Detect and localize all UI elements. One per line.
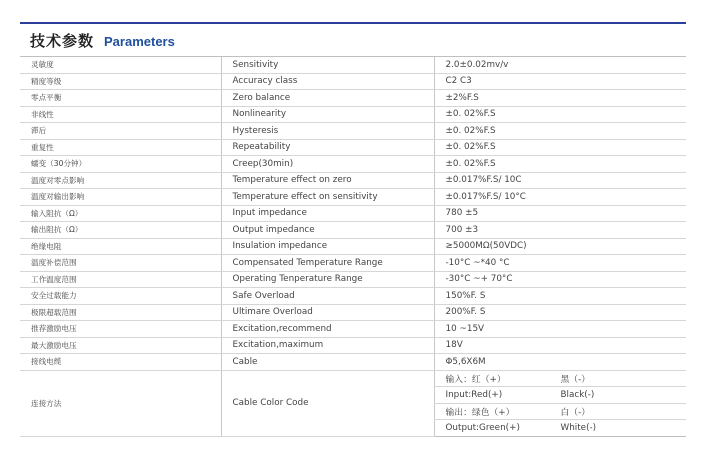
param-name-en: Insulation impedance [221, 238, 434, 255]
param-name-cn: 安全过载能力 [20, 288, 221, 305]
param-value: 2.0±0.02mv/v [434, 57, 686, 73]
parameters-table-body [20, 57, 686, 436]
param-value: ±0. 02%F.S [434, 106, 686, 123]
table-row [20, 271, 686, 288]
param-name-en: Compensated Temperature Range [221, 255, 434, 272]
table-row [20, 57, 686, 73]
cable-color-value [434, 370, 686, 387]
param-value: 200%F. S [434, 304, 686, 321]
table-row [20, 106, 686, 123]
param-name-en: Repeatability [221, 139, 434, 156]
section-title [30, 30, 175, 52]
param-name-cn: 精度等级 [20, 73, 221, 90]
param-name-cn: 零点平衡 [20, 90, 221, 107]
param-name-en: Creep(30min) [221, 156, 434, 173]
table-row [20, 172, 686, 189]
param-name-en: Hysteresis [221, 123, 434, 140]
title-chinese: 技术参数 [30, 32, 95, 50]
wire-positive: Input:Red(+) [445, 389, 503, 400]
cable-color-row [20, 370, 686, 387]
cable-color-value [434, 420, 686, 437]
cable-color-value [434, 387, 686, 404]
wire-positive: 输入：红（+） [445, 374, 506, 385]
table-row [20, 255, 686, 272]
table-row [20, 288, 686, 305]
param-name-cn: 输出阻抗（Ω） [20, 222, 221, 239]
table-row [20, 222, 686, 239]
cable-color-label-cn: 连接方法 [20, 370, 221, 436]
param-name-en: Input impedance [221, 205, 434, 222]
param-name-cn: 滞后 [20, 123, 221, 140]
param-value: 150%F. S [434, 288, 686, 305]
param-value: -10°C ~*40 °C [434, 255, 686, 272]
param-name-en: Excitation,recommend [221, 321, 434, 338]
param-value: 700 ±3 [434, 222, 686, 239]
top-accent-rule [20, 22, 686, 24]
param-name-en: Accuracy class [221, 73, 434, 90]
param-name-en: Cable [221, 354, 434, 371]
param-name-cn: 重复性 [20, 139, 221, 156]
param-name-cn: 非线性 [20, 106, 221, 123]
param-value: ±0. 02%F.S [434, 123, 686, 140]
param-name-en: Nonlinearity [221, 106, 434, 123]
table-row [20, 123, 686, 140]
table-row [20, 189, 686, 206]
param-name-cn: 最大激励电压 [20, 337, 221, 354]
title-english: Parameters [104, 34, 175, 49]
table-row [20, 238, 686, 255]
table-row [20, 304, 686, 321]
param-name-en: Ultimare Overload [221, 304, 434, 321]
param-name-cn: 推荐激励电压 [20, 321, 221, 338]
wire-negative: Black(-) [560, 389, 595, 400]
wire-positive: 输出：绿色（+） [445, 407, 515, 418]
param-value: ≥5000MΩ(50VDC) [434, 238, 686, 255]
param-name-cn: 极限超载范围 [20, 304, 221, 321]
param-name-cn: 温度对零点影响 [20, 172, 221, 189]
param-value: ±2%F.S [434, 90, 686, 107]
wire-negative: White(-) [560, 422, 597, 433]
table-row [20, 90, 686, 107]
param-name-en: Sensitivity [221, 57, 434, 73]
wire-negative: 黑（-） [560, 374, 591, 385]
param-name-cn: 工作温度范围 [20, 271, 221, 288]
param-value: 10 ~15V [434, 321, 686, 338]
table-row [20, 354, 686, 371]
wire-positive: Output:Green(+) [445, 422, 520, 433]
param-name-cn: 温度对输出影响 [20, 189, 221, 206]
param-name-en: Excitation,maximum [221, 337, 434, 354]
param-value: C2 C3 [434, 73, 686, 90]
cable-color-label-en: Cable Color Code [221, 370, 434, 436]
param-name-en: Temperature effect on zero [221, 172, 434, 189]
param-name-cn: 输入阻抗（Ω） [20, 205, 221, 222]
param-name-en: Temperature effect on sensitivity [221, 189, 434, 206]
param-name-en: Zero balance [221, 90, 434, 107]
param-name-en: Operating Tenperature Range [221, 271, 434, 288]
param-value: 780 ±5 [434, 205, 686, 222]
table-row [20, 73, 686, 90]
table-row [20, 156, 686, 173]
param-value: ±0. 02%F.S [434, 139, 686, 156]
table-row [20, 321, 686, 338]
wire-negative: 白（-） [560, 407, 591, 418]
param-value: 18V [434, 337, 686, 354]
param-name-cn: 接线电缆 [20, 354, 221, 371]
param-name-en: Safe Overload [221, 288, 434, 305]
param-value: ±0.017%F.S/ 10C [434, 172, 686, 189]
table-row [20, 139, 686, 156]
param-name-en: Output impedance [221, 222, 434, 239]
table-row [20, 337, 686, 354]
param-name-cn: 蠕变（30分钟） [20, 156, 221, 173]
param-name-cn: 温度补偿范围 [20, 255, 221, 272]
param-value: ±0.017%F.S/ 10°C [434, 189, 686, 206]
table-row [20, 205, 686, 222]
param-name-cn: 绝缘电阻 [20, 238, 221, 255]
parameters-table [20, 57, 686, 437]
param-value: ±0. 02%F.S [434, 156, 686, 173]
param-value: -30°C ~+ 70°C [434, 271, 686, 288]
param-name-cn: 灵敏度 [20, 57, 221, 73]
param-value: Φ5,6X6M [434, 354, 686, 371]
cable-color-value [434, 403, 686, 420]
